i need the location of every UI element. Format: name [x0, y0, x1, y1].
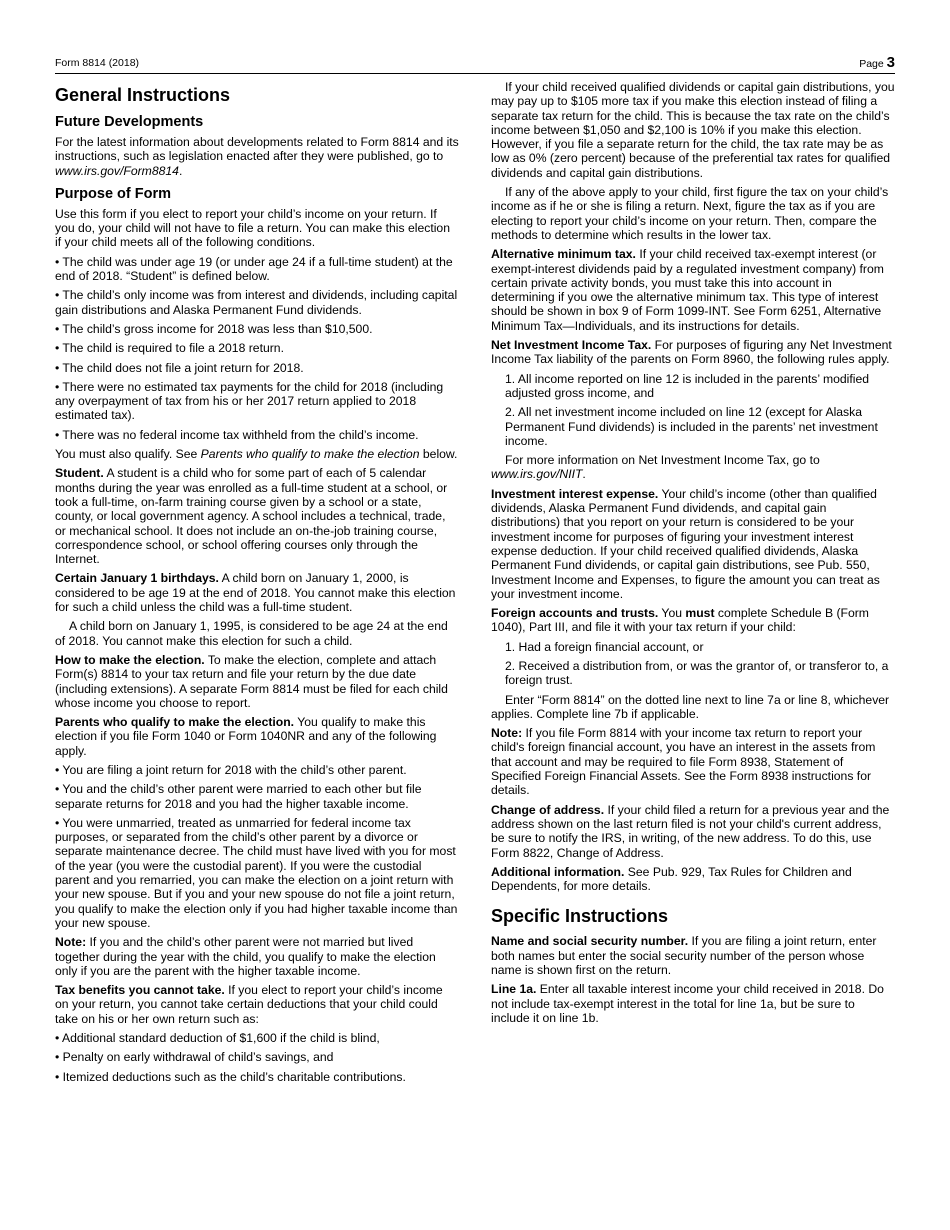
fat-item: 2. Received a distribution from, or was the grantor of, or transferor to, a foreign trust. — [505, 658, 889, 688]
must-qualify-paragraph — [55, 447, 459, 461]
january-paragraph — [55, 571, 459, 614]
note-label: Note: — [491, 726, 523, 741]
right-column — [491, 80, 895, 1030]
purpose-paragraph: Use this form if you elect to report your child’s income on your return. If you do, your child will not have to file a return. You can make this election if your child meets all of the following conditions. — [55, 206, 450, 250]
page-number — [859, 54, 895, 71]
heading-general-instructions: General Instructions — [55, 85, 231, 105]
benefits-item: • Additional standard deduction of $1,600 if the child is blind, — [55, 1031, 380, 1046]
niit-label: Net Investment Income Tax. — [491, 338, 652, 353]
fat-text-b: complete Schedule B (Form 1040), Part III, and file it with your tax return if your child: — [491, 606, 869, 635]
must-qualify-ref: Parents who qualify to make the election — [200, 447, 420, 462]
january-label: Certain January 1 birthdays. — [55, 571, 219, 586]
student-paragraph — [55, 466, 459, 566]
heading-purpose-of-form: Purpose of Form — [55, 185, 172, 202]
compare-paragraph: If any of the above apply to your child, first figure the tax on your child’s income as if he or she is filing a return. Next, figure the tax as if you are electing to report your child’s income on your return. Then, compare the methods to determine which results in the lower tax. — [491, 185, 889, 242]
fat-label: Foreign accounts and trusts. — [491, 606, 659, 621]
condition-item: • The child’s gross income for 2018 was less than $10,500. — [55, 321, 373, 336]
form-label: Form 8814 (2018) — [55, 57, 140, 69]
coa-text: If your child filed a return for a previous year and the address shown on the last return filed is not your child's current address, be sure to notify the IRS, in writing, of the new address. To do this, use Form 8822, Change of Address. — [491, 802, 890, 860]
how-label: How to make the election. — [55, 652, 205, 667]
condition-item: • There was no federal income tax withheld from the child’s income. — [55, 427, 419, 442]
january-text: A child born on January 1, 2000, is considered to be age 19 at the end of 2018. You cannot make this election for such a child unless the child was a full-time student. — [55, 571, 456, 615]
must-qualify-b: below. — [419, 447, 458, 462]
condition-item: • The child’s only income was from interest and dividends, including capital gain distributions and Alaska Permanent Fund dividends. — [55, 288, 458, 317]
note-text: If you and the child’s other parent were not married but lived together during the year with the child, you qualify to make the election only if you are the parent with the higher taxable income. — [55, 935, 436, 978]
niit-item: 1. All income reported on line 12 is included in the parents’ modified adjusted gross income, and — [505, 371, 870, 400]
niit-url[interactable]: www.irs.gov/NIIT — [491, 467, 583, 482]
future-paragraph: For the latest information about developments related to Form 8814 and its instructions, such as legislation enacted after they were published, go to www.irs.gov/Form8814. — [55, 135, 459, 178]
must-qualify-a: You must also qualify. See — [55, 447, 201, 462]
enter-paragraph: Enter “Form 8814” on the dotted line next to line 7a or line 8, whichever applies. Complete line 7b if applicable. — [491, 692, 890, 721]
line1a-paragraph — [491, 982, 895, 1025]
note-paragraph — [55, 935, 459, 978]
parents-paragraph — [55, 715, 459, 758]
condition-item: • There were no estimated tax payments for the child for 2018 (including any overpayment of tax from his or her 2017 return applied to 2018 estimated tax). — [55, 379, 444, 423]
coa-paragraph — [491, 803, 895, 860]
student-label: Student. — [55, 466, 104, 481]
note-paragraph — [491, 726, 895, 797]
fat-paragraph — [491, 606, 895, 635]
parents-item: • You are filing a joint return for 2018 with the child’s other parent. — [55, 762, 407, 777]
condition-item: • The child was under age 19 (or under age 24 if a full-time student) at the end of 2018. “Student” is defined below. — [55, 254, 453, 284]
line1a-label: Line 1a. — [491, 982, 537, 997]
benefits-label: Tax benefits you cannot take. — [55, 983, 225, 998]
heading-future-developments: Future Developments — [55, 114, 204, 130]
condition-item: • The child does not file a joint return for 2018. — [55, 360, 304, 375]
january-paragraph-2: A child born on January 1, 1995, is considered to be age 24 at the end of 2018. You cannot make this election for such a child. — [55, 619, 448, 648]
coa-label: Change of address. — [491, 802, 605, 817]
name-ssn-label: Name and social security number. — [491, 934, 689, 949]
name-ssn-text: If you are filing a joint return, enter both names but enter the social security number of the person whose name is shown first on the return. — [491, 934, 877, 978]
heading-specific-instructions: Specific Instructions — [491, 906, 669, 927]
condition-item: • The child is required to file a 2018 return. — [55, 341, 284, 356]
benefits-item: • Penalty on early withdrawal of child’s savings, and — [55, 1050, 334, 1065]
benefits-text: If you elect to report your child’s income on your return, you cannot take certain deductions that your child could take on his or her own return such as: — [55, 983, 443, 1026]
additional-label: Additional information. — [491, 864, 625, 879]
parents-item: • You and the child’s other parent were married to each other but file separate returns for 2018 and you had the higher taxable income. — [55, 782, 422, 811]
note-text: If you file Form 8814 with your income tax return to report your child's foreign financial account, you have an interest in the assets from that account and may be required to file Form 8938, Statement of Specified Foreign Financial Assets. See the Form 8938 instructions for details. — [491, 726, 876, 798]
how-paragraph — [55, 653, 459, 710]
amt-paragraph — [491, 247, 895, 333]
left-column — [55, 80, 459, 1089]
additional-text: See Pub. 929, Tax Rules for Children and Dependents, for more details. — [491, 864, 852, 894]
niit-text: For purposes of figuring any Net Investment Income Tax liability of the parents on Form 8960, the following rules apply. — [491, 338, 892, 367]
student-text: A student is a child who for some part of each of 5 calendar months during the year was enrolled as a full-time student at a school, or took a full-time, on-farm training course given by a school or a state, county, or local government agency. A school includes a technical, trade, or mechanical school. It does not include an on-the-job training course, correspondence school, or school offering courses only through the Internet. — [55, 466, 448, 567]
note-label: Note: — [55, 935, 87, 950]
benefits-item: • Itemized deductions such as the child’s charitable contributions. — [55, 1069, 406, 1084]
amt-label: Alternative minimum tax. — [491, 247, 636, 262]
fat-item: 1. Had a foreign financial account, or — [505, 639, 704, 654]
iie-paragraph — [491, 487, 895, 601]
additional-paragraph — [491, 865, 895, 894]
parents-label: Parents who qualify to make the election. — [55, 715, 295, 730]
fat-text-a: You — [658, 606, 686, 621]
line1a-text: Enter all taxable interest income your child received in 2018. Do not include tax-exempt interest in the total for line 1a, but be sure to include it on line 1b. — [491, 982, 884, 1025]
niit-item: 2. All net investment income included on line 12 (except for Alaska Permanent Fund dividends) is included in the parents’ net investment income. — [505, 405, 878, 448]
parents-item: • You were unmarried, treated as unmarried for federal income tax purposes, or separated from the child’s other parent by a divorce or separate maintenance decree. The child must have lived with you for most of the year (you were the custodial parent). If you were the custodial parent and you remarried, you can make the election on a joint return with your new spouse. But if you and your new spouse do not file a joint return, you qualify to make the election only if you had higher taxable income than your new spouse. — [55, 815, 458, 930]
page-word: Page — [859, 58, 884, 70]
niit-more-text: For more information on Net Investment Income Tax, go to — [505, 453, 820, 468]
fat-must: must — [685, 606, 715, 621]
page-num: 3 — [886, 54, 895, 71]
future-text: For the latest information about developments related to Form 8814 and its instructions, such as legislation enacted after they were published, go to — [55, 135, 459, 164]
how-text: To make the election, complete and attach Form(s) 8814 to your tax return and file your return by the due date (including extensions). A separate Form 8814 must be filed for each child whose income you choose to report. — [55, 652, 448, 710]
header-rule — [55, 73, 895, 74]
iie-label: Investment interest expense. — [491, 486, 659, 501]
niit-more-paragraph: For more information on Net Investment Income Tax, go to www.irs.gov/NIIT. — [491, 453, 820, 482]
qualified-dividends-paragraph: If your child received qualified dividends or capital gain distributions, you may pay up to $105 more tax if you make this election instead of filing a separate tax return for the child. This is because the tax rate on the child’s income between $1,050 and $2,100 is 10% if you make this election. However, if you file a separate return for the child, the tax rate may be as low as 0% (zero percent) because of the preferential tax rates for qualified dividends and capital gain distributions. — [491, 80, 895, 180]
future-url[interactable]: www.irs.gov/Form8814 — [55, 163, 179, 178]
iie-text: Your child’s income (other than qualified dividends, Alaska Permanent Fund dividends, and capital gain distributions) that you report on your return is considered to be your investment income for purposes of figuring your investment interest expense deduction. If your child received qualified dividends, Alaska Permanent Fund dividends, or capital gain distributions, see Pub. 550, Investment Income and Expenses, to figure the amount you can treat as your investment income. — [491, 486, 880, 601]
name-ssn-paragraph — [491, 934, 895, 977]
benefits-paragraph — [55, 983, 459, 1026]
amt-text: If your child received tax-exempt interest (or exempt-interest dividends paid by a regulated investment company) from certain private activity bonds, you must take this into account in determining if you owe the alternative minimum tax. This type of interest should be shown in box 9 of Form 1099-INT. See Form 6251, Alternative Minimum Tax—Individuals, and its instructions for details. — [491, 247, 884, 333]
niit-paragraph — [491, 338, 895, 367]
parents-text: You qualify to make this election if you file Form 1040 or Form 1040NR and any of the following apply. — [55, 715, 437, 758]
